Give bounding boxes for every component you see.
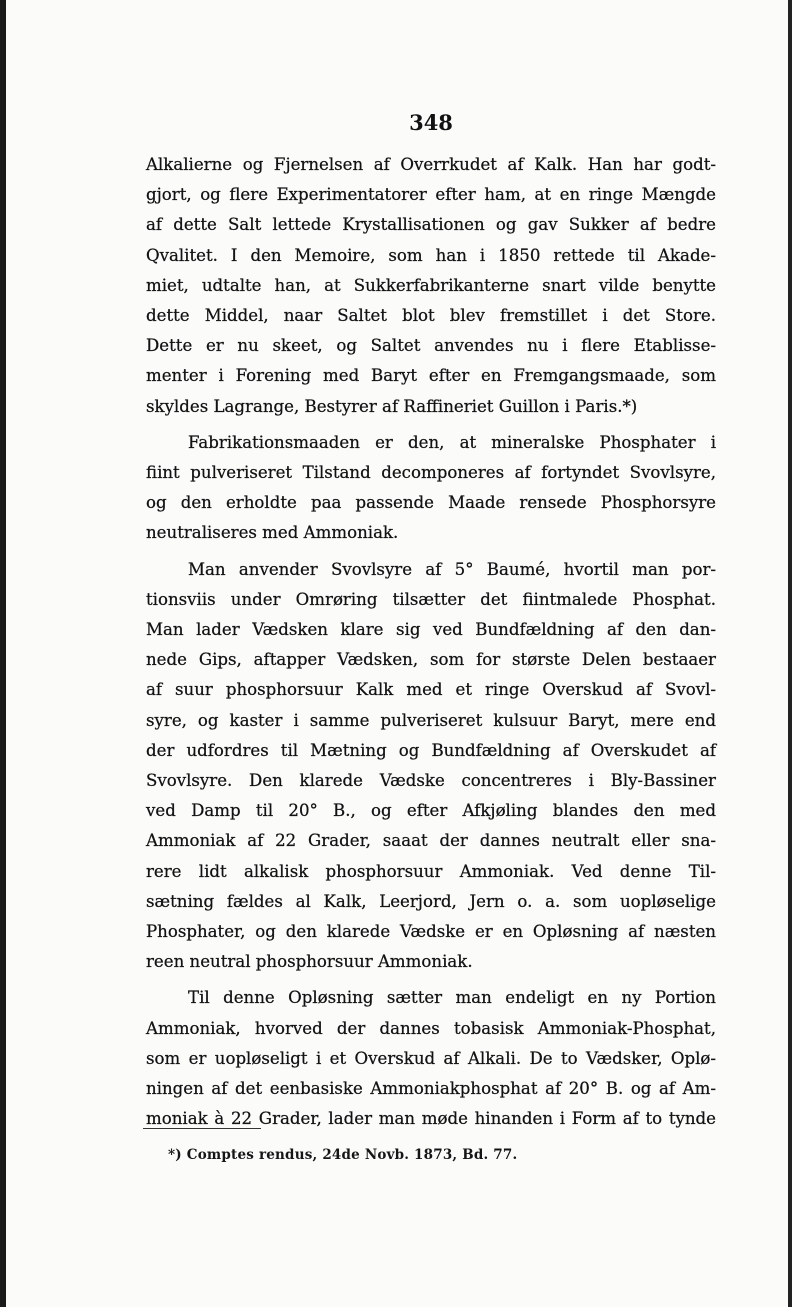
text-line: Til denne Opløsning sætter man endeligt en ny Portion	[188, 988, 716, 1008]
text-line: Ammoniak af 22 Grader, saaat der dannes neutralt eller sna-	[146, 831, 716, 851]
text-line: Man anvender Svovlsyre af 5° Baumé, hvortil man por-	[188, 559, 716, 579]
text-line: moniak à 22 Grader, lader man møde hinanden i Form af to tynde	[146, 1109, 716, 1129]
text-line: ningen af det eenbasiske Ammoniakphosphat af 20° B. og af Am-	[146, 1079, 716, 1099]
text-line: gjort, og flere Experimentatorer efter ham, at en ringe Mængde	[146, 185, 716, 205]
text-line: Alkalierne og Fjernelsen af Overrkudet af Kalk. Han har godt-	[146, 155, 716, 174]
text-line: neutraliseres med Ammoniak.	[146, 523, 399, 543]
text-line: fiint pulveriseret Tilstand decomponeres af fortyndet Svovlsyre,	[146, 463, 716, 483]
text-line: skyldes Lagrange, Bestyrer af Raffineriet Guillon i Paris.*)	[146, 396, 638, 416]
text-line: menter i Forening med Baryt efter en Fremgangsmaade, som	[146, 366, 716, 386]
text-line: reen neutral phosphorsuur Ammoniak.	[146, 952, 473, 972]
text-line: der udfordres til Mætning og Bundfældning af Overskudet af	[146, 740, 716, 760]
text-line: ved Damp til 20° B., og efter Afkjøling blandes den med	[146, 801, 716, 821]
text-line: af suur phosphorsuur Kalk med et ringe Overskud af Svovl-	[146, 680, 716, 700]
scan-left-edge	[0, 0, 6, 1307]
text-line: dette Middel, naar Saltet blot blev fremstillet i det Store.	[146, 306, 716, 326]
text-line: som er uopløseligt i et Overskud af Alkali. De to Vædsker, Oplø-	[146, 1048, 716, 1068]
text-line: og den erholdte paa passende Maade rensede Phosphorsyre	[146, 493, 716, 513]
text-line: miet, udtalte han, at Sukkerfabrikanterne snart vilde benytte	[146, 275, 716, 295]
text-line: af dette Salt lettede Krystallisationen og gav Sukker af bedre	[146, 215, 716, 235]
footnote: *) Comptes rendus, 24de Novb. 1873, Bd. 77.	[168, 1147, 518, 1163]
footnote-rule	[143, 1128, 261, 1129]
text-line: tionsviis under Omrøring tilsætter det fiintmalede Phosphat.	[146, 589, 716, 609]
text-line: nede Gips, aftapper Vædsken, som for største Delen bestaaer	[146, 650, 716, 670]
text-line: sætning fældes al Kalk, Leerjord, Jern o. a. som uopløselige	[146, 891, 716, 911]
text-line: Phosphater, og den klarede Vædske er en Opløsning af næsten	[146, 922, 716, 942]
text-line: syre, og kaster i samme pulveriseret kulsuur Baryt, mere end	[146, 710, 716, 730]
text-line: Dette er nu skeet, og Saltet anvendes nu i flere Etablisse-	[146, 336, 716, 356]
text-line: Fabrikationsmaaden er den, at mineralske Phosphater i	[188, 432, 716, 452]
scan-right-edge	[788, 0, 792, 1307]
text-line: Qvalitet. I den Memoire, som han i 1850 rettede til Akade-	[146, 245, 716, 265]
text-line: Man lader Vædsken klare sig ved Bundfældning af den dan-	[146, 620, 716, 640]
text-line: rere lidt alkalisk phosphorsuur Ammoniak. Ved denne Til-	[146, 861, 716, 881]
page-number: 348	[409, 110, 453, 135]
text-line: Svovlsyre. Den klarede Vædske concentreres i Bly-Bassiner	[146, 771, 716, 791]
body-text	[146, 150, 716, 1135]
text-line: Ammoniak, hvorved der dannes tobasisk Ammoniak-Phosphat,	[146, 1018, 716, 1038]
